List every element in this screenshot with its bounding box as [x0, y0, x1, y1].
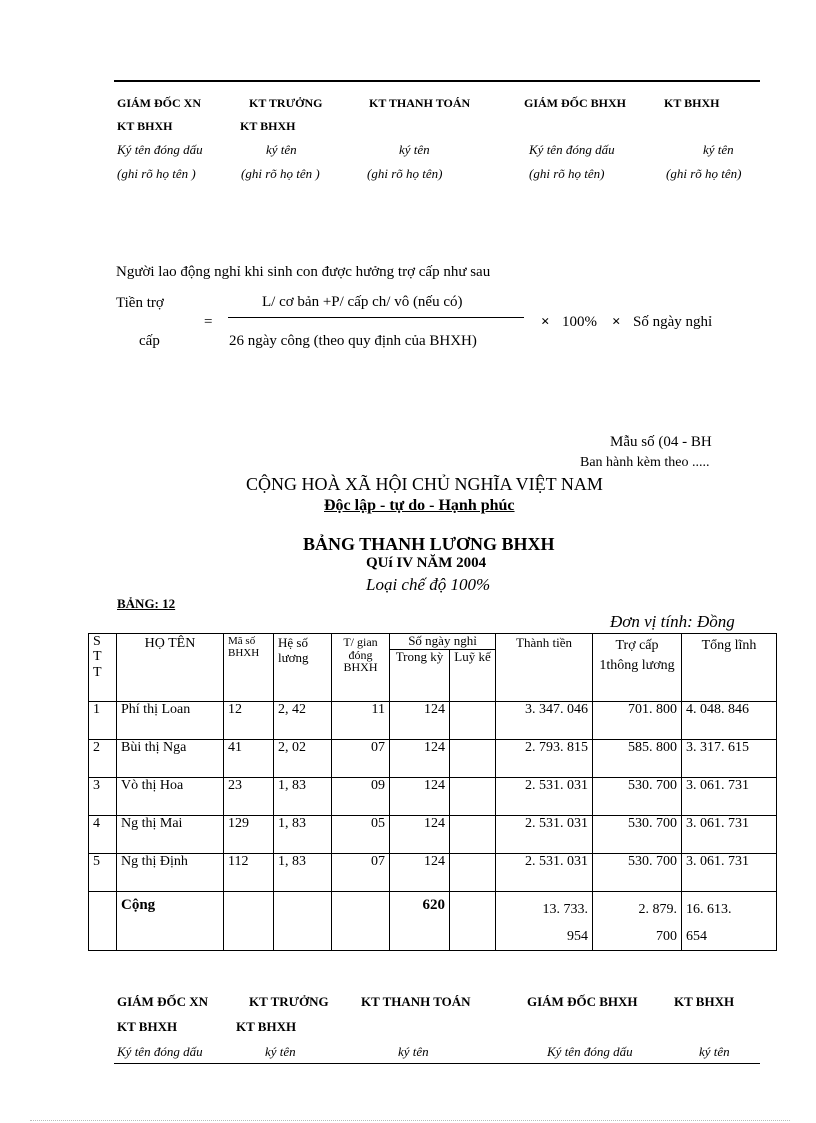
row-allowance: 530. 700: [593, 853, 682, 891]
bottom-role-kt-bhxh-3: KT BHXH: [236, 1019, 297, 1034]
table-row: [89, 701, 777, 739]
bottom-sign-2: ký tên: [265, 1044, 296, 1059]
table-total-row: [89, 891, 777, 950]
total-stt: [89, 891, 117, 950]
row-total: 3. 317. 615: [682, 739, 777, 777]
bottom-sign-5: ký tên: [699, 1044, 730, 1059]
total-amount-line2: 954: [567, 928, 588, 944]
formula-numerator: L/ cơ bản +P/ cấp ch/ vô (nếu có): [262, 294, 463, 310]
row-name: Ng thị Định: [117, 853, 224, 891]
header-allowance: Trợ cấp 1thông lương: [593, 634, 682, 702]
formula-denominator: 26 ngày công (theo quy định của BHXH): [229, 333, 477, 349]
header-time: T/ gian đóng BHXH: [332, 634, 390, 702]
national-motto: Độc lập - tự do - Hạnh phúc: [324, 497, 515, 514]
header-total: Tổng lĩnh: [682, 634, 777, 702]
sig-role-kt-bhxh-3: KT BHXH: [240, 119, 296, 133]
times-symbol-1: ×: [541, 314, 550, 330]
row-code: 41: [224, 739, 274, 777]
row-amount: 2. 531. 031: [496, 853, 593, 891]
bottom-role-director-bhxh: GIÁM ĐỐC BHXH: [527, 994, 638, 1009]
form-issued: Ban hành kèm theo .....: [580, 455, 710, 470]
document-quarter: QUí IV NĂM 2004: [366, 555, 487, 571]
row-name: Ng thị Mai: [117, 815, 224, 853]
payroll-table: [88, 633, 777, 951]
total-allowance-line2: 700: [656, 928, 677, 944]
sig-name-1: (ghi rõ họ tên ): [117, 166, 196, 181]
row-stt: 3: [89, 777, 117, 815]
bottom-rule: [114, 1063, 760, 1064]
total-coef: [274, 891, 332, 950]
sig-sign-2: ký tên: [266, 142, 297, 157]
row-accum: [450, 739, 496, 777]
total-allowance-line1: 2. 879.: [638, 901, 677, 917]
row-stt: 1: [89, 701, 117, 739]
row-amount: 3. 347. 046: [496, 701, 593, 739]
sig-name-4: (ghi rõ họ tên): [529, 166, 605, 181]
row-stt: 2: [89, 739, 117, 777]
sig-name-2: (ghi rõ họ tên ): [241, 166, 320, 181]
row-total: 3. 061. 731: [682, 777, 777, 815]
row-days: 124: [390, 701, 450, 739]
row-days: 124: [390, 853, 450, 891]
formula-intro: Người lao động nghỉ khi sinh con được hưởng trợ cấp như sau: [116, 264, 491, 280]
total-total-line1: 16. 613.: [686, 901, 732, 917]
row-time: 11: [332, 701, 390, 739]
total-label: Cộng: [117, 891, 224, 950]
sig-role-chief-accountant: KT TRƯỞNG: [249, 96, 323, 110]
row-accum: [450, 701, 496, 739]
sig-sign-3: ký tên: [399, 142, 430, 157]
row-time: 07: [332, 739, 390, 777]
formula-label-line1: Tiền trợ: [116, 295, 164, 311]
document-title: BẢNG THANH LƯƠNG BHXH: [303, 534, 555, 554]
row-stt: 5: [89, 853, 117, 891]
row-coef: 1, 83: [274, 853, 332, 891]
total-total-line2: 654: [686, 928, 707, 944]
formula-label-line2: cấp: [139, 333, 160, 349]
bottom-role-kt-bhxh-2: KT BHXH: [117, 1019, 178, 1034]
row-total: 4. 048. 846: [682, 701, 777, 739]
formula-days: Số ngày nghỉ: [633, 314, 713, 330]
row-allowance: 701. 800: [593, 701, 682, 739]
total-days: 620: [390, 891, 450, 950]
row-allowance: 530. 700: [593, 815, 682, 853]
sig-role-director-xn: GIÁM ĐỐC XN: [117, 96, 201, 110]
total-time: [332, 891, 390, 950]
header-amount: Thành tiền: [496, 634, 593, 702]
row-code: 129: [224, 815, 274, 853]
currency-unit: Đơn vị tính: Đồng: [610, 612, 735, 631]
total-allowance: [593, 891, 682, 950]
header-days-period: Trong kỳ: [390, 649, 450, 701]
header-code: Mã số BHXH: [224, 634, 274, 702]
row-name: Vò thị Hoa: [117, 777, 224, 815]
bottom-role-payment-accountant: KT THANH TOÁN: [361, 994, 471, 1009]
row-name: Bùi thị Nga: [117, 739, 224, 777]
sig-role-payment-accountant: KT THANH TOÁN: [369, 96, 471, 110]
header-stt-t2: T: [93, 664, 102, 680]
header-stt-s: S: [93, 634, 101, 649]
sig-role-kt-bhxh-2: KT BHXH: [117, 119, 173, 133]
header-coef: Hệ số lương: [274, 634, 332, 702]
row-amount: 2. 531. 031: [496, 815, 593, 853]
bottom-role-chief-accountant: KT TRƯỞNG: [249, 994, 329, 1009]
row-allowance: 530. 700: [593, 777, 682, 815]
sig-role-director-bhxh: GIÁM ĐỐC BHXH: [524, 96, 626, 110]
row-stt: 4: [89, 815, 117, 853]
bottom-sign-1: Ký tên đóng dấu: [117, 1044, 203, 1059]
total-amount-line1: 13. 733.: [542, 901, 588, 917]
row-time: 05: [332, 815, 390, 853]
table-row: [89, 739, 777, 777]
sig-sign-5: ký tên: [703, 142, 734, 157]
formula-equals: =: [204, 314, 213, 330]
formula-percent: 100%: [562, 314, 597, 330]
sig-sign-1: Ký tên đóng dấu: [117, 142, 203, 157]
header-days-accum: Luỹ kế: [450, 649, 496, 701]
row-time: 07: [332, 853, 390, 891]
total-amount: [496, 891, 593, 950]
row-accum: [450, 777, 496, 815]
document-regime: Loại chế độ 100%: [366, 575, 491, 594]
total-code: [224, 891, 274, 950]
table-number: BẢNG: 12: [117, 596, 176, 611]
total-accum: [450, 891, 496, 950]
top-rule: [114, 80, 760, 82]
bottom-sign-4: Ký tên đóng dấu: [547, 1044, 633, 1059]
header-name: HỌ TÊN: [117, 634, 224, 702]
row-amount: 2. 531. 031: [496, 777, 593, 815]
sig-role-kt-bhxh: KT BHXH: [664, 96, 720, 110]
row-code: 112: [224, 853, 274, 891]
row-accum: [450, 853, 496, 891]
sig-name-3: (ghi rõ họ tên): [367, 166, 443, 181]
times-symbol-2: ×: [612, 314, 621, 330]
header-stt: [89, 634, 117, 702]
row-coef: 2, 02: [274, 739, 332, 777]
row-allowance: 585. 800: [593, 739, 682, 777]
country-name: CỘNG HOÀ XÃ HỘI CHỦ NGHĨA VIỆT NAM: [246, 474, 603, 494]
row-coef: 2, 42: [274, 701, 332, 739]
header-days-group: Số ngày nghỉ: [390, 634, 496, 650]
table-row: [89, 777, 777, 815]
row-accum: [450, 815, 496, 853]
row-code: 12: [224, 701, 274, 739]
row-total: 3. 061. 731: [682, 815, 777, 853]
row-name: Phí thị Loan: [117, 701, 224, 739]
row-coef: 1, 83: [274, 815, 332, 853]
total-total: [682, 891, 777, 950]
row-total: 3. 061. 731: [682, 853, 777, 891]
table-row: [89, 815, 777, 853]
table-row: [89, 853, 777, 891]
row-days: 124: [390, 777, 450, 815]
table-header-row-1: [89, 634, 777, 650]
row-days: 124: [390, 739, 450, 777]
bottom-role-director-xn: GIÁM ĐỐC XN: [117, 994, 208, 1009]
page-edge-dotted-line: [30, 1120, 790, 1121]
row-amount: 2. 793. 815: [496, 739, 593, 777]
header-stt-t1: T: [93, 649, 102, 665]
row-code: 23: [224, 777, 274, 815]
bottom-sign-3: ký tên: [398, 1044, 429, 1059]
bottom-role-kt-bhxh: KT BHXH: [674, 994, 735, 1009]
sig-name-5: (ghi rõ họ tên): [666, 166, 742, 181]
sig-sign-4: Ký tên đóng dấu: [529, 142, 615, 157]
row-coef: 1, 83: [274, 777, 332, 815]
row-time: 09: [332, 777, 390, 815]
form-number: Mẫu số (04 - BH: [610, 434, 712, 450]
fraction-bar: [228, 317, 524, 318]
row-days: 124: [390, 815, 450, 853]
